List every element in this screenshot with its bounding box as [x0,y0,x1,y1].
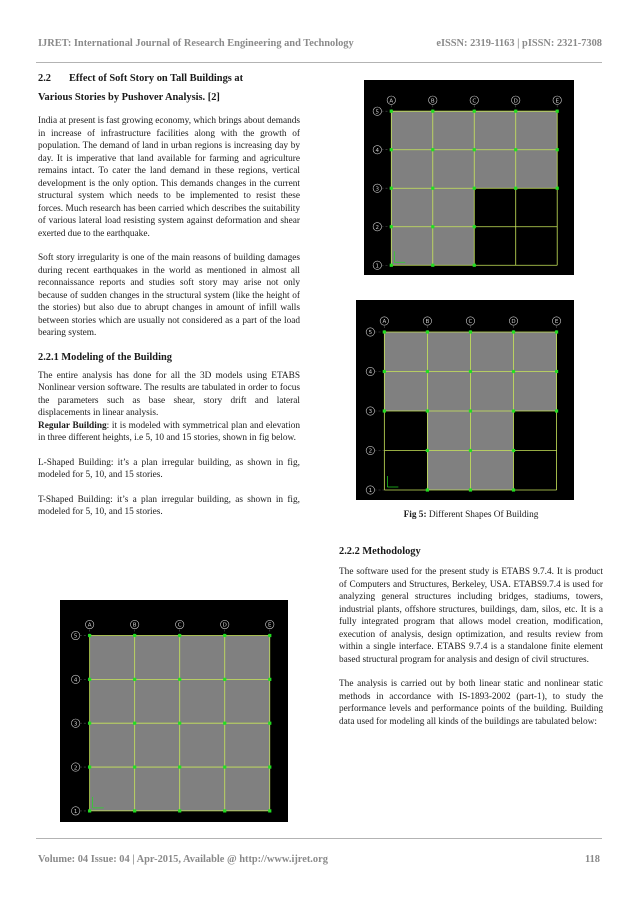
column-node [133,678,136,681]
column-node [268,809,271,812]
column-node [473,110,476,113]
column-node [473,264,476,267]
grid-row-label: 1 [375,263,380,270]
column-node [512,488,515,491]
floor-panel [384,332,427,372]
column-node [178,722,181,725]
grid-row-label: 1 [368,488,373,495]
column-node [426,449,429,452]
grid-col-label: C [177,622,182,629]
section-2-2-2-heading: 2.2.2 Methodology [339,546,421,557]
column-node [514,148,517,151]
column-node [426,409,429,412]
floor-panel [470,411,513,451]
column-node [469,488,472,491]
right-column [339,545,603,728]
floor-panel [474,150,515,189]
column-node [88,809,91,812]
column-node [555,330,558,333]
column-node [88,765,91,768]
column-node [268,678,271,681]
floor-panel [516,150,557,189]
column-node [383,370,386,373]
column-node [556,110,559,113]
column-node [469,330,472,333]
column-node [390,264,393,267]
regular-plan-drawing [60,600,288,822]
grid-row-label: 2 [368,448,373,455]
column-node [133,809,136,812]
floor-panel [433,111,474,150]
floor-panel [90,679,135,723]
issn-header: eISSN: 2319-1163 | pISSN: 2321-7308 [436,38,602,49]
floor-panel [470,451,513,491]
journal-header: IJRET: International Journal of Research Engineering and Technology [38,38,354,49]
column-node [426,330,429,333]
floor-panel [433,188,474,227]
footer-volume: Volume: 04 Issue: 04 | Apr-2015, Available @ http://www.ijret.org [38,854,328,865]
column-node [512,449,515,452]
floor-panel [433,227,474,266]
floor-panel [514,332,557,372]
column-node [514,187,517,190]
floor-panel [135,723,180,767]
paragraph-analysis: The analysis is carried out by both linear static and nonlinear static methods in accordance with IS-1893-2002 (part-1), to study the performance levels and performance points of the building. Building data used for modeling all kinds of the buildings are tabulated below: [339,679,603,727]
column-node [390,187,393,190]
column-node [268,634,271,637]
paragraph-intro: India at present is fast growing economy, which brings about demands in increase of infrastructure facilities along with the growth of population. The demand of land in urban regions is increasing day by day. It is imperative that land available for farming and agriculture remains intact. To cater the land demand in these regions, vertical development is the only option. This demands changes in the current structural system which needs to be implemented to resist these forces. Much research has been carried which describes the suitability of various lateral load resisting system against deformation and shear exerted due to the earthquake. [38,116,300,239]
regular-building-label: Regular Building [38,420,107,431]
column-node [223,722,226,725]
column-node [88,634,91,637]
figure-t-shaped-plan [356,300,574,500]
column-node [390,225,393,228]
column-node [512,370,515,373]
column-node [178,809,181,812]
grid-col-label: C [468,319,473,326]
section-2-2-1-heading: 2.2.1 Modeling of the Building [38,351,172,363]
floor-panel [427,451,470,491]
grid-col-label: B [430,98,435,105]
grid-row-label: 4 [375,147,380,154]
grid-col-label: E [555,98,559,105]
grid-row-label: 3 [368,409,373,416]
paragraph-t-shaped: T-Shaped Building: it’s a plan irregular building, as shown in fig, modeled for 5, 10, and 15 stories. [38,494,300,517]
column-node [431,110,434,113]
floor-panel [516,111,557,150]
floor-panel [433,150,474,189]
footer-rule [36,838,602,839]
paragraph-soft-story: Soft story irregularity is one of the main reasons of building damages during recent earthquakes in the world as mentioned in almost all reconnaissance reports and studies soft story may arise not only because of sudden changes in the structural system (like the height of the stories) but also due to abrupt changes in amount of infill walls between stories which are usually not considered as a part of the load bearing system. [38,253,300,338]
grid-col-label: B [132,622,137,629]
grid-row-label: 3 [375,186,380,193]
column-node [178,634,181,637]
grid-col-label: A [87,622,92,629]
grid-row-label: 5 [368,330,373,337]
regular-building-text: : it is modeled with symmetrical plan and elevation in three different heights, i.e 5, 10 and 15 stories, shown in fig below. [38,420,300,443]
floor-panel [514,372,557,412]
figure-regular-plan [60,600,288,822]
grid-col-label: E [268,622,272,629]
column-node [88,678,91,681]
column-node [556,187,559,190]
figure-l-shaped-plan [364,80,574,275]
grid-col-label: D [222,622,227,629]
column-node [390,110,393,113]
grid-col-label: D [513,98,518,105]
floor-panel [225,767,270,811]
paragraph-l-shaped: L-Shaped Building: it’s a plan irregular building, as shown in fig, modeled for 5, 10, and 15 stories. [38,457,300,480]
column-node [133,765,136,768]
section-2-2-heading [38,72,300,85]
column-node [555,409,558,412]
floor-panel [470,332,513,372]
caption-text: Different Shapes Of Building [426,510,539,520]
column-node [88,722,91,725]
caption-label: Fig 5: [403,510,427,520]
floor-panel [391,188,432,227]
grid-row-label: 3 [73,721,78,728]
column-node [469,449,472,452]
column-node [223,809,226,812]
column-node [178,765,181,768]
page-number: 118 [584,854,600,865]
figure-caption [339,510,603,520]
column-node [133,722,136,725]
floor-panel [391,150,432,189]
column-node [431,264,434,267]
floor-panel [225,679,270,723]
paragraph-modeling: The entire analysis has done for all the 3D models using ETABS Nonlinear version software. The results are tabulated in order to focus the parameters such as base shear, story drift and lateral displacements in linear analysis. [38,370,300,418]
column-node [431,148,434,151]
column-node [469,370,472,373]
column-node [514,110,517,113]
column-node [431,225,434,228]
floor-panel [90,767,135,811]
grid-row-label: 4 [368,369,373,376]
column-node [223,634,226,637]
column-node [555,370,558,373]
floor-panel [391,111,432,150]
column-node [473,187,476,190]
grid-col-label: D [511,319,516,326]
floor-panel [427,411,470,451]
floor-panel [90,723,135,767]
floor-panel [135,636,180,680]
grid-col-label: C [472,98,477,105]
column-node [426,488,429,491]
floor-panel [90,636,135,680]
column-node [268,722,271,725]
column-node [268,765,271,768]
grid-row-label: 5 [73,633,78,640]
floor-panel [427,372,470,412]
header-rule [36,62,602,63]
column-node [556,148,559,151]
column-node [431,187,434,190]
floor-panel [225,723,270,767]
column-node [390,148,393,151]
column-node [426,370,429,373]
column-node [383,330,386,333]
column-node [383,409,386,412]
section-title-line2: Various Stories by Pushover Analysis. [2] [38,92,220,103]
floor-panel [427,332,470,372]
grid-row-label: 5 [375,109,380,116]
left-column [38,72,300,519]
floor-panel [180,767,225,811]
grid-row-label: 2 [73,765,78,772]
l-shaped-plan-drawing [364,80,574,275]
column-node [223,765,226,768]
floor-panel [180,679,225,723]
grid-row-label: 1 [73,809,78,816]
column-node [473,225,476,228]
floor-panel [384,372,427,412]
floor-panel [391,227,432,266]
grid-col-label: E [554,319,559,326]
paragraph-regular-building [38,420,300,445]
floor-panel [474,111,515,150]
grid-col-label: A [389,98,394,105]
floor-panel [135,767,180,811]
grid-col-label: B [425,319,430,326]
floor-panel [470,372,513,412]
t-shaped-plan-drawing [356,300,574,500]
grid-col-label: A [382,319,387,326]
floor-panel [180,723,225,767]
column-node [512,330,515,333]
column-node [473,148,476,151]
section-title-line1: Effect of Soft Story on Tall Buildings at [69,73,244,84]
floor-panel [135,679,180,723]
grid-row-label: 2 [375,224,380,231]
column-node [223,678,226,681]
section-number: 2.2 [38,73,51,84]
column-node [178,678,181,681]
paragraph-software: The software used for the present study is ETABS 9.7.4. It is product of Computers and Structures, Berkeley, USA. ETABS9.7.4 is used for analyzing general structures including bridges, stadiums, towers, industrial plants, offshore structures, buildings, dam, silos, etc. It is a fully integrated program that allows model creation, modification, execution of analysis, design optimization, and results review from within a single interface. ETABS 9.7.4 is a standalone finite element based structural program for analysis and design of civil structures. [339,567,603,665]
floor-panel [180,636,225,680]
column-node [133,634,136,637]
grid-row-label: 4 [73,677,78,684]
column-node [469,409,472,412]
column-node [512,409,515,412]
floor-panel [225,636,270,680]
